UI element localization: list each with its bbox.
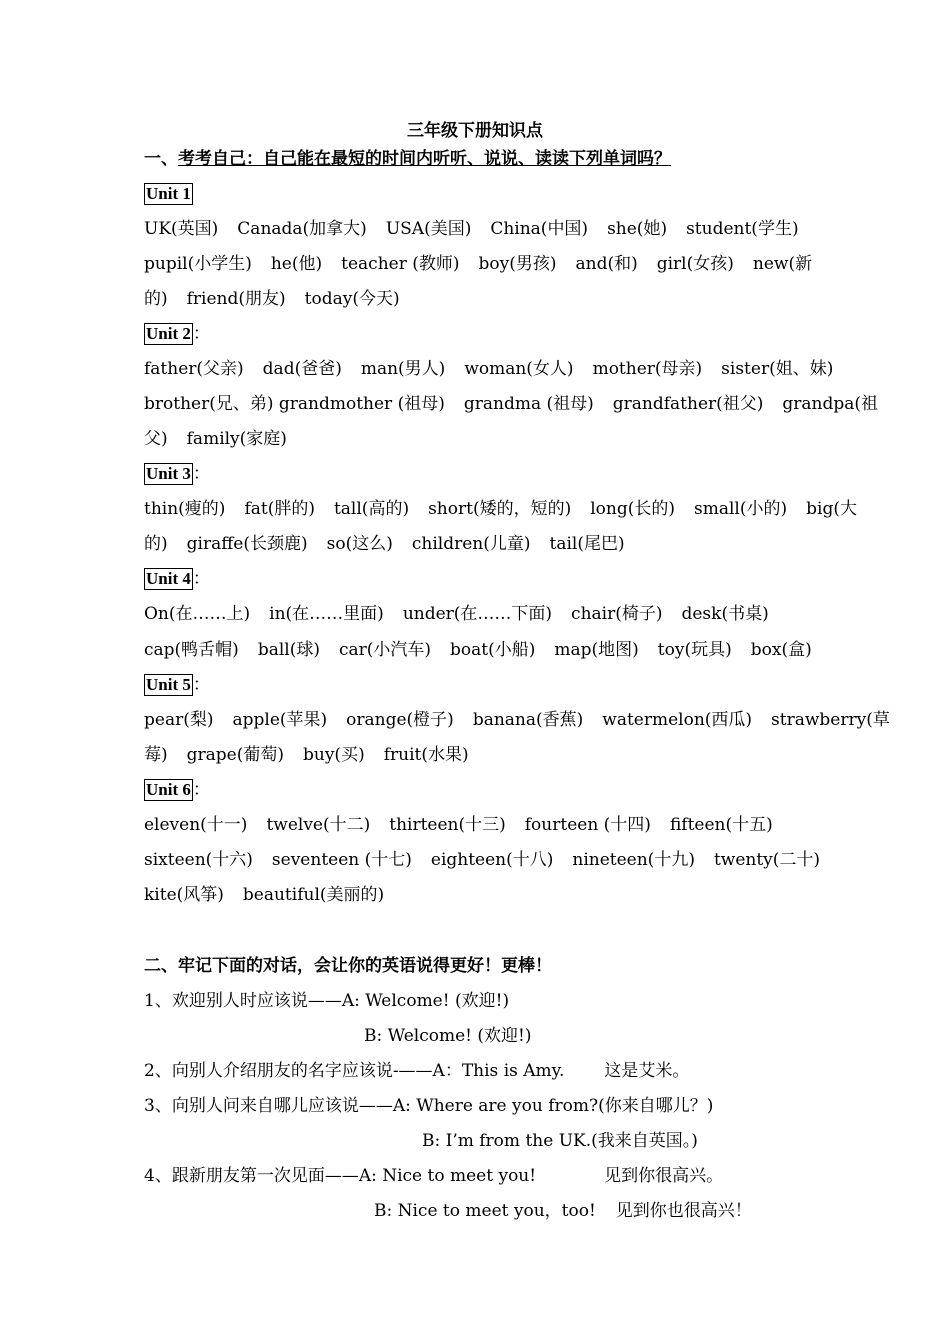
word: he(他) — [270, 254, 323, 274]
unit-1-line-3 — [144, 287, 400, 311]
word: under(在……下面) — [402, 604, 553, 624]
word: seventeen (十七) — [271, 850, 412, 870]
word: fifteen(十五) — [669, 815, 773, 835]
unit-2-line-1 — [144, 357, 833, 381]
word: eleven(十一) — [144, 815, 248, 835]
word: sixteen(十六) — [144, 850, 253, 870]
dialogue-4-b — [374, 1199, 752, 1223]
word: twelve(十二) — [266, 815, 371, 835]
word: grandfather(祖父) — [612, 394, 764, 414]
dialogue-2-a-note: 这是艾米。 — [604, 1061, 690, 1081]
section1-prefix: 一、 — [144, 149, 178, 169]
word: 的) — [144, 289, 168, 309]
unit-4-label: Unit 4 — [146, 569, 191, 588]
word: beautiful(美丽的) — [242, 885, 385, 905]
unit-1-label: Unit 1 — [146, 184, 191, 203]
word: 父) — [144, 429, 168, 449]
unit-2-line-2 — [144, 392, 878, 416]
word: pear(梨) — [144, 710, 214, 730]
word: children(儿童) — [411, 534, 531, 554]
section1-heading — [144, 147, 671, 171]
word: 的) — [144, 534, 168, 554]
unit-5-line-1 — [144, 708, 890, 732]
unit-3-line-1 — [144, 497, 857, 521]
word: chair(椅子) — [571, 604, 663, 624]
dialogue-3-b: B: I’m from the UK.(我来自英国。) — [422, 1131, 698, 1151]
unit-6-line-1 — [144, 813, 773, 837]
unit-3-line-2 — [144, 532, 625, 556]
word: thin(瘦的) — [144, 499, 226, 519]
word: boy(男孩) — [478, 254, 557, 274]
word: man(男人) — [360, 359, 446, 379]
word: grandma (祖母) — [463, 394, 594, 414]
unit-6-header — [144, 778, 210, 802]
word: toy(玩具) — [657, 640, 732, 660]
word: fruit(水果) — [383, 745, 469, 765]
word: ball(球) — [257, 640, 320, 660]
word: orange(橙子) — [346, 710, 454, 730]
word: car(小汽车) — [338, 640, 432, 660]
word: nineteen(十九) — [572, 850, 695, 870]
word: small(小的) — [694, 499, 788, 519]
dialogue-4-a — [144, 1164, 723, 1188]
unit-2-header — [144, 322, 210, 346]
word: dad(爸爸) — [262, 359, 342, 379]
word: UK(英国) — [144, 219, 219, 239]
word: short(矮的，短的) — [428, 499, 572, 519]
word: in(在……里面) — [269, 604, 384, 624]
word: father(父亲) — [144, 359, 244, 379]
word: woman(女人) — [464, 359, 574, 379]
unit-4-suffix: ： — [192, 569, 210, 589]
word: big(大 — [806, 499, 857, 519]
unit-5-line-2 — [144, 743, 469, 767]
section1-heading-text: 考考自己：自己能在最短的时间内听听、说说、读读下列单词吗？ — [178, 149, 671, 169]
word: banana(香蕉) — [472, 710, 584, 730]
dialogue-4-b-note: 见到你也很高兴！ — [615, 1201, 752, 1221]
word: boat(小船) — [450, 640, 536, 660]
word: tall(高的) — [333, 499, 410, 519]
word: sister(姐、妹) — [721, 359, 834, 379]
word: so(这么) — [326, 534, 393, 554]
word: teacher (教师) — [341, 254, 460, 274]
word: map(地图) — [554, 640, 639, 660]
word: kite(风筝) — [144, 885, 224, 905]
word: tail(尾巴) — [549, 534, 625, 554]
word: and(和) — [575, 254, 638, 274]
section2-heading: 二、牢记下面的对话，会让你的英语说得更好！更棒！ — [144, 956, 552, 976]
dialogue-2-a-text: 2、向别人介绍朋友的名字应该说-——A：This is Amy. — [144, 1061, 565, 1081]
unit-4-line-2 — [144, 638, 812, 662]
unit-3-header — [144, 462, 210, 486]
unit-2-label: Unit 2 — [146, 324, 191, 343]
dialogue-2-a — [144, 1059, 689, 1083]
word: China(中国) — [490, 219, 589, 239]
word: cap(鸭舌帽) — [144, 640, 239, 660]
unit-5-suffix: ： — [192, 675, 210, 695]
word: long(长的) — [590, 499, 675, 519]
unit-6-label: Unit 6 — [146, 780, 191, 799]
unit-2-line-3 — [144, 427, 287, 451]
unit-6-line-3 — [144, 883, 384, 907]
word: brother(兄、弟) grandmother (祖母) — [144, 394, 445, 414]
word: mother(母亲) — [592, 359, 703, 379]
dialogue-4-b-text: B: Nice to meet you，too! — [374, 1201, 596, 1221]
unit-4-line-1 — [144, 602, 769, 626]
word: student(学生) — [686, 219, 799, 239]
word: USA(美国) — [385, 219, 472, 239]
dialogue-3-a: 3、向别人问来自哪儿应该说——A: Where are you from?(你来自哪儿？) — [144, 1096, 714, 1116]
dialogue-1-a: 1、欢迎别人时应该说——A: Welcome! (欢迎!) — [144, 991, 510, 1011]
word: friend(朋友) — [186, 289, 286, 309]
word: today(今天) — [304, 289, 400, 309]
unit-5-header — [144, 673, 210, 697]
dialogue-4-a-text: 4、跟新朋友第一次见面——A: Nice to meet you! — [144, 1166, 537, 1186]
unit-5-label: Unit 5 — [146, 675, 191, 694]
unit-3-suffix: ： — [192, 464, 210, 484]
unit-1-line-1 — [144, 217, 799, 241]
dialogue-1-b: B: Welcome! (欢迎!) — [364, 1026, 532, 1046]
word: eighteen(十八) — [430, 850, 554, 870]
word: girl(女孩) — [656, 254, 734, 274]
word: fourteen (十四) — [524, 815, 651, 835]
word: new(新 — [752, 254, 813, 274]
unit-2-suffix: ： — [192, 324, 210, 344]
word: Canada(加拿大) — [237, 219, 367, 239]
word: buy(买) — [303, 745, 365, 765]
word: grandpa(祖 — [782, 394, 879, 414]
word: fat(胖的) — [244, 499, 315, 519]
unit-3-label: Unit 3 — [146, 464, 191, 483]
unit-1-line-2 — [144, 252, 812, 276]
word: thirteen(十三) — [389, 815, 506, 835]
word: grape(葡萄) — [186, 745, 284, 765]
word: On(在……上) — [144, 604, 251, 624]
word: watermelon(西瓜) — [602, 710, 753, 730]
word: giraffe(长颈鹿) — [186, 534, 308, 554]
unit-1-header — [144, 182, 193, 206]
page-title: 三年级下册知识点 — [407, 121, 543, 141]
word: desk(书桌) — [681, 604, 769, 624]
word: pupil(小学生) — [144, 254, 252, 274]
word: strawberry(草 — [771, 710, 890, 730]
word: apple(苹果) — [232, 710, 328, 730]
unit-6-suffix: ： — [192, 780, 210, 800]
unit-6-line-2 — [144, 848, 820, 872]
word: 莓) — [144, 745, 168, 765]
unit-4-header — [144, 567, 210, 591]
dialogue-4-a-note: 见到你很高兴。 — [604, 1166, 724, 1186]
word: box(盒) — [750, 640, 812, 660]
word: she(她) — [607, 219, 668, 239]
word: twenty(二十) — [713, 850, 821, 870]
word: family(家庭) — [186, 429, 287, 449]
